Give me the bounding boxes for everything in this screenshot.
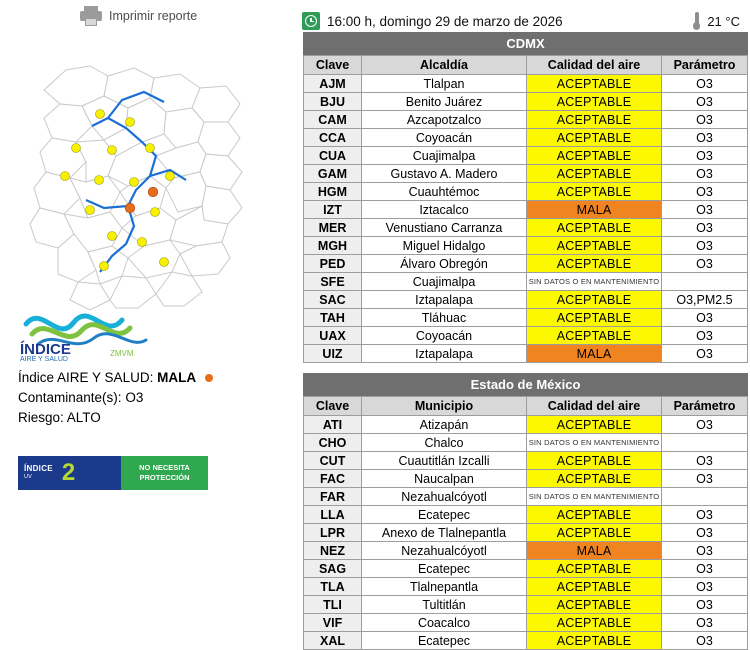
uv-index-badge: [18, 456, 208, 490]
col-header-municipio: Municipio: [362, 397, 527, 416]
cell-name: Chalco: [362, 434, 527, 452]
cell-parametro: O3: [662, 237, 748, 255]
svg-text:ÍNDICE: ÍNDICE: [20, 341, 71, 358]
cell-name: Tultitlán: [362, 596, 527, 614]
col-header-alcaldia: Alcaldía: [362, 56, 527, 75]
cell-name: Miguel Hidalgo: [362, 237, 527, 255]
cell-calidad: ACEPTABLE: [527, 183, 662, 201]
thermometer-icon: [692, 12, 701, 31]
table-cdmx-caption: CDMX: [303, 32, 748, 55]
table-row: [304, 578, 748, 596]
cell-parametro: O3: [662, 416, 748, 434]
cell-name: Ecatepec: [362, 506, 527, 524]
table-cdmx-header-row: [304, 56, 748, 75]
cell-name: Azcapotzalco: [362, 111, 527, 129]
cell-name: Tlalnepantla: [362, 578, 527, 596]
table-row: [304, 524, 748, 542]
cell-clave: LLA: [304, 506, 362, 524]
table-row: [304, 219, 748, 237]
clock-icon: [302, 12, 320, 30]
table-row: [304, 291, 748, 309]
table-edomex-header-row: [304, 397, 748, 416]
cell-clave: NEZ: [304, 542, 362, 560]
index-status-dot: [205, 374, 213, 382]
cell-name: Venustiano Carranza: [362, 219, 527, 237]
report-header: [300, 0, 750, 32]
print-report-label: Imprimir reporte: [109, 9, 198, 23]
cell-calidad: ACEPTABLE: [527, 147, 662, 165]
uv-advice-line1: NO NECESITA: [139, 463, 190, 472]
cell-calidad: ACEPTABLE: [527, 93, 662, 111]
cell-parametro: O3: [662, 452, 748, 470]
temperature-value: 21 °C: [707, 14, 740, 29]
cell-name: Benito Juárez: [362, 93, 527, 111]
cell-clave: FAC: [304, 470, 362, 488]
table-row: [304, 560, 748, 578]
table-row: [304, 632, 748, 650]
cell-parametro: O3: [662, 93, 748, 111]
table-row: [304, 452, 748, 470]
cell-name: Iztacalco: [362, 201, 527, 219]
cell-parametro: O3: [662, 201, 748, 219]
cell-name: Ecatepec: [362, 560, 527, 578]
cell-name: Tláhuac: [362, 309, 527, 327]
uv-value: 2: [61, 459, 76, 486]
cell-parametro: O3: [662, 147, 748, 165]
cell-parametro: O3,PM2.5: [662, 291, 748, 309]
cell-calidad: ACEPTABLE: [527, 291, 662, 309]
cell-name: Nezahualcóyotl: [362, 488, 527, 506]
map-svg: [4, 30, 294, 315]
table-row: [304, 327, 748, 345]
table-row: [304, 147, 748, 165]
cell-clave: CHO: [304, 434, 362, 452]
risk-label: Riesgo:: [18, 410, 64, 425]
cell-parametro: O3: [662, 524, 748, 542]
cell-parametro: O3: [662, 614, 748, 632]
cell-calidad: ACEPTABLE: [527, 560, 662, 578]
cell-parametro: O3: [662, 219, 748, 237]
cell-calidad: MALA: [527, 201, 662, 219]
table-cdmx: [303, 32, 748, 363]
svg-text:AIRE Y SALUD: AIRE Y SALUD: [20, 356, 68, 363]
cell-clave: TLI: [304, 596, 362, 614]
cell-calidad: ACEPTABLE: [527, 596, 662, 614]
report-datetime: 16:00 h, domingo 29 de marzo de 2026: [327, 13, 563, 29]
cell-name: Iztapalapa: [362, 345, 527, 363]
table-row: [304, 542, 748, 560]
cell-name: Cuautitlán Izcalli: [362, 452, 527, 470]
table-row: [304, 237, 748, 255]
cell-clave: SAC: [304, 291, 362, 309]
cell-calidad: ACEPTABLE: [527, 129, 662, 147]
cell-clave: BJU: [304, 93, 362, 111]
zmvm-map[interactable]: [4, 30, 294, 315]
cell-calidad: MALA: [527, 345, 662, 363]
cell-clave: GAM: [304, 165, 362, 183]
table-row: [304, 255, 748, 273]
pollutant-line: [18, 388, 298, 408]
cell-name: Naucalpan: [362, 470, 527, 488]
cell-calidad: ACEPTABLE: [527, 237, 662, 255]
logo-svg: [18, 300, 218, 362]
uv-brand: [24, 464, 53, 482]
uv-brand-top: ÍNDICE: [24, 464, 53, 473]
cell-clave: TLA: [304, 578, 362, 596]
summary-block: [18, 368, 298, 428]
uv-advice-line2: PROTECCIÓN: [139, 473, 190, 482]
cell-name: Tlalpan: [362, 75, 527, 93]
cell-clave: HGM: [304, 183, 362, 201]
cell-calidad: ACEPTABLE: [527, 75, 662, 93]
cell-calidad: ACEPTABLE: [527, 524, 662, 542]
cell-parametro: O3: [662, 506, 748, 524]
table-row: [304, 416, 748, 434]
table-row: [304, 75, 748, 93]
left-panel: [0, 0, 300, 621]
cell-parametro: O3: [662, 309, 748, 327]
cell-clave: LPR: [304, 524, 362, 542]
cell-calidad: ACEPTABLE: [527, 165, 662, 183]
cell-parametro: O3: [662, 542, 748, 560]
table-edomex: [303, 373, 748, 650]
cell-name: Anexo de Tlalnepantla: [362, 524, 527, 542]
cell-clave: AJM: [304, 75, 362, 93]
cell-calidad: ACEPTABLE: [527, 327, 662, 345]
col-header-calidad: Calidad del aire: [527, 56, 662, 75]
table-row: [304, 345, 748, 363]
cell-calidad: ACEPTABLE: [527, 416, 662, 434]
table-row: [304, 183, 748, 201]
cell-parametro: [662, 434, 748, 452]
risk-value: ALTO: [66, 410, 101, 425]
cell-clave: CAM: [304, 111, 362, 129]
cell-parametro: O3: [662, 327, 748, 345]
temperature-block: [692, 12, 740, 31]
printer-icon: [80, 6, 102, 26]
cell-name: Cuajimalpa: [362, 147, 527, 165]
cell-calidad: SIN DATOS O EN MANTENIMIENTO: [527, 488, 662, 506]
cell-name: Atizapán: [362, 416, 527, 434]
cell-clave: UAX: [304, 327, 362, 345]
cell-name: Coyoacán: [362, 129, 527, 147]
table-cdmx-body: [304, 75, 748, 363]
pollutant-label: Contaminante(s):: [18, 390, 122, 405]
table-edomex-caption: Estado de México: [303, 373, 748, 396]
cell-name: Ecatepec: [362, 632, 527, 650]
table-row: [304, 111, 748, 129]
cell-parametro: O3: [662, 111, 748, 129]
cell-name: Nezahualcóyotl: [362, 542, 527, 560]
print-report-button[interactable]: [80, 6, 197, 26]
pollutant-value: O3: [125, 390, 144, 405]
cell-parametro: [662, 488, 748, 506]
table-row: [304, 614, 748, 632]
cell-parametro: O3: [662, 560, 748, 578]
cell-calidad: ACEPTABLE: [527, 255, 662, 273]
cell-name: Cuauhtémoc: [362, 183, 527, 201]
cell-name: Cuajimalpa: [362, 273, 527, 291]
cell-calidad: ACEPTABLE: [527, 632, 662, 650]
cell-parametro: O3: [662, 255, 748, 273]
uv-brand-sub: UV: [24, 474, 33, 480]
table-row: [304, 596, 748, 614]
table-row: [304, 129, 748, 147]
cell-parametro: O3: [662, 75, 748, 93]
cell-parametro: O3: [662, 345, 748, 363]
cell-calidad: ACEPTABLE: [527, 452, 662, 470]
cell-name: Álvaro Obregón: [362, 255, 527, 273]
table-row: [304, 93, 748, 111]
cell-calidad: SIN DATOS O EN MANTENIMIENTO: [527, 273, 662, 291]
cell-clave: XAL: [304, 632, 362, 650]
col-header-clave: Clave: [304, 397, 362, 416]
table-row: [304, 201, 748, 219]
indice-aire-salud-logo: [18, 300, 218, 362]
cell-clave: TAH: [304, 309, 362, 327]
cell-clave: IZT: [304, 201, 362, 219]
cell-clave: CUT: [304, 452, 362, 470]
cell-calidad: ACEPTABLE: [527, 309, 662, 327]
table-row: [304, 488, 748, 506]
table-row: [304, 434, 748, 452]
cell-parametro: O3: [662, 183, 748, 201]
cell-clave: SFE: [304, 273, 362, 291]
uv-index-left: [18, 456, 121, 490]
cell-calidad: ACEPTABLE: [527, 578, 662, 596]
index-value: MALA: [157, 370, 197, 385]
table-row: [304, 506, 748, 524]
cell-clave: FAR: [304, 488, 362, 506]
right-panel: [300, 0, 750, 650]
table-row: [304, 470, 748, 488]
cell-parametro: O3: [662, 470, 748, 488]
cell-calidad: ACEPTABLE: [527, 506, 662, 524]
cell-clave: CCA: [304, 129, 362, 147]
cell-parametro: [662, 273, 748, 291]
cell-clave: MER: [304, 219, 362, 237]
risk-line: [18, 408, 298, 428]
table-row: [304, 165, 748, 183]
cell-name: Coacalco: [362, 614, 527, 632]
cell-clave: UIZ: [304, 345, 362, 363]
index-label: Índice AIRE Y SALUD:: [18, 370, 154, 385]
cell-clave: MGH: [304, 237, 362, 255]
cell-name: Gustavo A. Madero: [362, 165, 527, 183]
svg-text:ZMVM: ZMVM: [110, 349, 134, 358]
cell-name: Coyoacán: [362, 327, 527, 345]
cell-calidad: ACEPTABLE: [527, 470, 662, 488]
cell-calidad: SIN DATOS O EN MANTENIMIENTO: [527, 434, 662, 452]
cell-clave: ATI: [304, 416, 362, 434]
cell-clave: SAG: [304, 560, 362, 578]
col-header-parametro: Parámetro: [662, 56, 748, 75]
cell-calidad: ACEPTABLE: [527, 614, 662, 632]
uv-advice: [121, 456, 208, 490]
cell-parametro: O3: [662, 165, 748, 183]
cell-clave: VIF: [304, 614, 362, 632]
cell-parametro: O3: [662, 596, 748, 614]
table-row: [304, 273, 748, 291]
cell-calidad: MALA: [527, 542, 662, 560]
cell-name: Iztapalapa: [362, 291, 527, 309]
col-header-calidad: Calidad del aire: [527, 397, 662, 416]
cell-parametro: O3: [662, 578, 748, 596]
cell-parametro: O3: [662, 632, 748, 650]
index-line: [18, 368, 298, 388]
cell-calidad: ACEPTABLE: [527, 111, 662, 129]
cell-parametro: O3: [662, 129, 748, 147]
table-edomex-body: [304, 416, 748, 650]
col-header-parametro: Parámetro: [662, 397, 748, 416]
cell-clave: CUA: [304, 147, 362, 165]
cell-clave: PED: [304, 255, 362, 273]
col-header-clave: Clave: [304, 56, 362, 75]
table-row: [304, 309, 748, 327]
cell-calidad: ACEPTABLE: [527, 219, 662, 237]
